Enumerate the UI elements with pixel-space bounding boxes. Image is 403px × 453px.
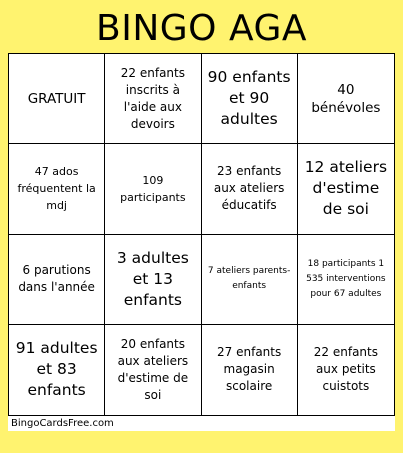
bingo-cell[interactable]: 18 participants 1 535 interventions pour 67 adultes <box>298 235 394 325</box>
card-title: BINGO AGA <box>96 8 307 49</box>
bingo-cell[interactable]: 3 adultes et 13 enfants <box>105 235 201 325</box>
bingo-cell-free[interactable]: GRATUIT <box>9 54 105 144</box>
bingo-cell[interactable]: 12 ateliers d'estime de soi <box>298 144 394 234</box>
bingo-cell[interactable]: 22 enfants aux petits cuistots <box>313 345 378 394</box>
bingo-cell[interactable]: 40 bénévoles <box>298 54 394 144</box>
bingo-grid <box>8 53 395 416</box>
bingo-cell[interactable]: 22 enfants inscrits à l'aide aux devoirs <box>105 54 201 144</box>
bingo-cell[interactable]: 20 enfants aux ateliers d'estime de soi <box>105 325 201 415</box>
bingo-cell[interactable]: 27 enfants magasin scolaire <box>202 325 298 415</box>
bingo-cell[interactable]: 7 ateliers parents-enfants <box>202 235 298 325</box>
bingo-cell[interactable]: 23 enfants aux ateliers éducatifs <box>202 144 298 234</box>
bingo-cell[interactable]: 47 ados fréquentent la mdj <box>9 144 105 234</box>
bingo-cell[interactable]: 109 participants <box>105 144 201 234</box>
bingo-cell[interactable]: 6 parutions dans l'année <box>9 235 105 325</box>
footer-credit: BingoCardsFree.com <box>11 418 114 429</box>
bingo-card <box>8 53 395 431</box>
bingo-cell[interactable]: 90 enfants et 90 adultes <box>202 54 298 144</box>
bingo-cell[interactable]: 91 adultes et 83 enfants <box>9 325 105 415</box>
